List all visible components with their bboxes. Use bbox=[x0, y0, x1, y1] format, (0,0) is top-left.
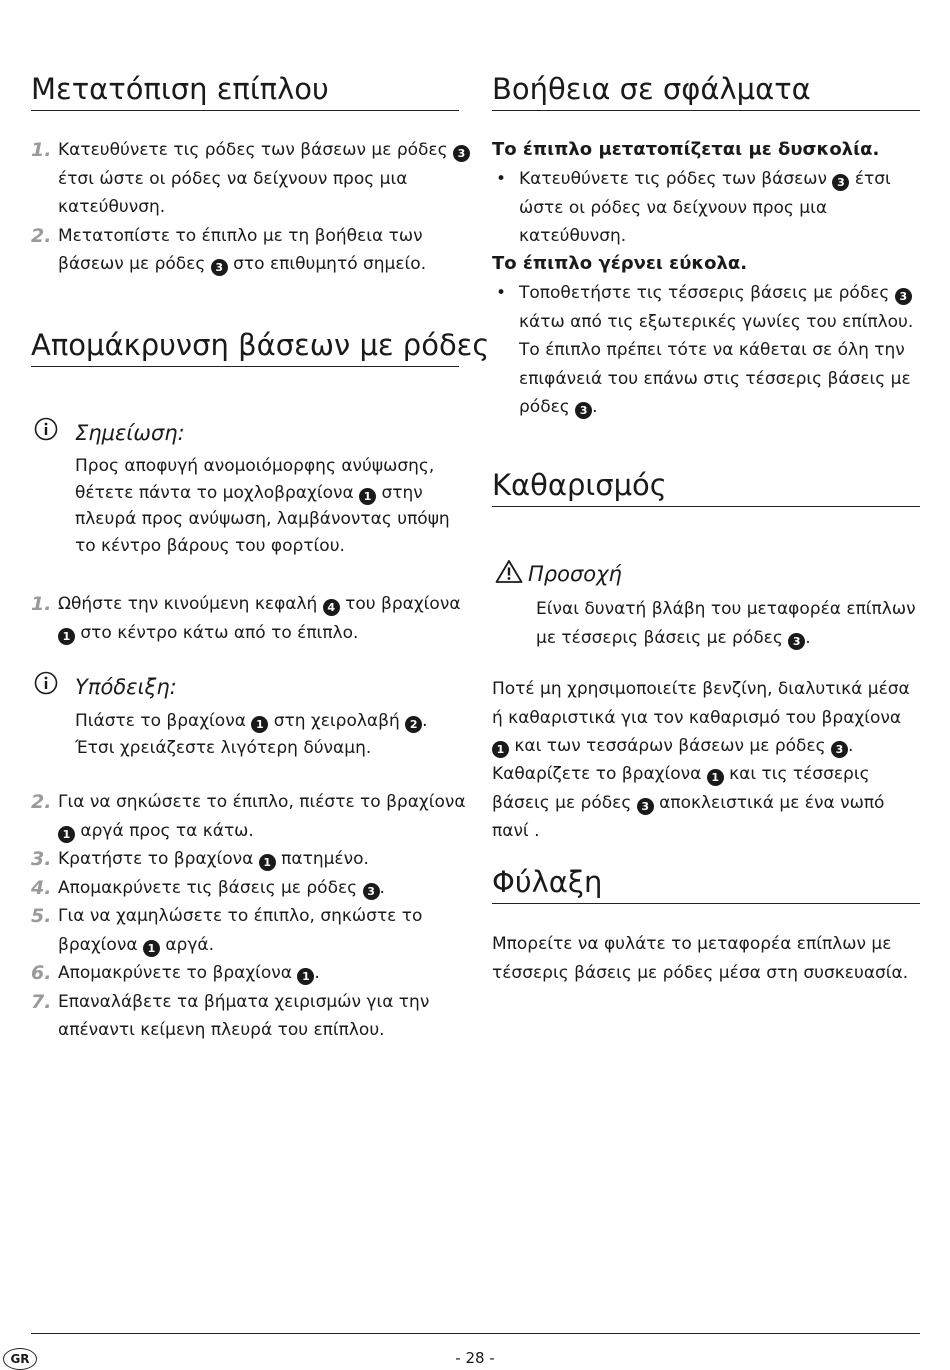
page-number: - 28 - bbox=[455, 1349, 495, 1367]
step-number: 3. bbox=[31, 848, 52, 870]
part-reference-badge: 3 bbox=[832, 174, 849, 191]
problem-title-tips-over: Το έπιπλο γέρνει εύκολα. bbox=[492, 253, 748, 274]
step-text: Κατευθύνετε τις ρόδες των βάσεων με ρόδες 3 έτσι ώστε οι ρόδες να δείχνουν προς μια κατεύθυνση. bbox=[58, 140, 470, 217]
part-reference-badge: 1 bbox=[58, 826, 75, 843]
step-number: 5. bbox=[31, 905, 52, 927]
problem-solution-tips-over bbox=[492, 279, 939, 422]
remove-steps-list-a bbox=[31, 590, 471, 647]
step-item bbox=[31, 902, 471, 959]
step-text: Για να σηκώσετε το έπιπλο, πιέστε το βραχίονα 1 αργά προς τα κάτω. bbox=[58, 792, 466, 841]
country-badge: GR bbox=[3, 1348, 37, 1370]
step-number: 2. bbox=[31, 791, 52, 813]
section-heading-storage: Φύλαξη bbox=[492, 865, 920, 904]
step-number: 2. bbox=[31, 224, 52, 247]
footer-divider bbox=[31, 1333, 920, 1334]
problem-title-hard-to-move: Το έπιπλο μετατοπίζεται με δυσκολία. bbox=[492, 139, 880, 160]
hint-text: Πιάστε το βραχίονα 1 στη χειρολαβή 2 . Έτσι χρειάζεστε λιγότερη δύναμη. bbox=[75, 711, 428, 758]
step-text: Μετατοπίστε το έπιπλο με τη βοήθεια των βάσεων με ρόδες 3 στο επιθυμητό σημείο. bbox=[58, 225, 427, 274]
part-reference-badge: 1 bbox=[259, 854, 276, 871]
section-heading-troubleshooting: Βοήθεια σε σφάλματα bbox=[492, 72, 920, 111]
step-number: 1. bbox=[31, 139, 52, 161]
part-reference-badge: 1 bbox=[359, 488, 376, 505]
section-heading-remove-bases: Απομάκρυνση βάσεων με ρόδες bbox=[31, 328, 459, 367]
part-reference-badge: 1 bbox=[58, 628, 75, 645]
step-text: Επαναλάβετε τα βήματα χειρισμών για την απέναντι κείμενη πλευρά του επίπλου. bbox=[58, 991, 430, 1040]
step-item bbox=[31, 136, 471, 222]
step-text: Για να χαμηλώσετε το έπιπλο, σηκώστε το βραχίονα 1 αργά. bbox=[58, 906, 423, 955]
step-item bbox=[31, 845, 471, 874]
hint-title: Υπόδειξη: bbox=[75, 675, 177, 699]
caution-title: Προσοχή bbox=[528, 562, 622, 586]
part-reference-badge: 4 bbox=[323, 599, 340, 616]
part-reference-badge: 3 bbox=[453, 145, 470, 162]
part-reference-badge: 3 bbox=[363, 883, 380, 900]
step-text: Απομακρύνετε τις βάσεις με ρόδες 3 . bbox=[58, 877, 385, 898]
step-item bbox=[31, 988, 471, 1045]
step-item bbox=[31, 590, 471, 647]
note-title: Σημείωση: bbox=[75, 421, 185, 445]
part-reference-badge: 1 bbox=[143, 940, 160, 957]
cleaning-text-1: Ποτέ μη χρησιμοποιείτε βενζίνη, διαλυτικά μέσα ή καθαριστικά για τον καθαρισμό του βραχίονα 1 και των τεσσάρων βάσεων με ρόδες 3 . bbox=[492, 679, 910, 756]
step-text: Ωθήστε την κινούμενη κεφαλή 4 του βραχίονα 1 στο κέντρο κάτω από το έπιπλο. bbox=[58, 594, 461, 643]
part-reference-badge: 1 bbox=[297, 968, 314, 985]
part-reference-badge: 2 bbox=[405, 716, 422, 733]
problem-solution-hard-to-move bbox=[492, 165, 939, 251]
caution-text: Είναι δυνατή βλάβη του μεταφορέα επίπλων με τέσσερις βάσεις με ρόδες 3 . bbox=[536, 599, 916, 648]
cleaning-text-2: Καθαρίζετε το βραχίονα 1 και τις τέσσερις βάσεις με ρόδες 3 αποκλειστικά με ένα νωπό πανί . bbox=[492, 764, 885, 841]
part-reference-badge: 1 bbox=[492, 741, 509, 758]
step-number: 6. bbox=[31, 962, 52, 984]
step-item bbox=[31, 874, 471, 903]
part-reference-badge: 3 bbox=[788, 633, 805, 650]
step-item bbox=[31, 788, 471, 845]
part-reference-badge: 3 bbox=[211, 259, 228, 276]
step-text: Απομακρύνετε το βραχίονα 1 . bbox=[58, 963, 320, 983]
step-number: 4. bbox=[31, 876, 52, 899]
step-item bbox=[31, 959, 471, 988]
step-number: 7. bbox=[31, 990, 52, 1013]
section-heading-move-furniture: Μετατόπιση επίπλου bbox=[31, 72, 459, 111]
remove-steps-list-b bbox=[31, 788, 471, 1045]
note-text: Προς αποφυγή ανομοιόμορφης ανύψωσης, θέτετε πάντα το μοχλοβραχίονα 1 στην πλευρά προς ανύψωση, λαμβάνοντας υπόψη το κέντρο βάρους του φορτίου. bbox=[75, 456, 450, 556]
part-reference-badge: 1 bbox=[251, 716, 268, 733]
step-item bbox=[31, 222, 471, 279]
bullet-icon: • bbox=[496, 169, 507, 189]
part-reference-badge: 3 bbox=[831, 741, 848, 758]
part-reference-badge: 1 bbox=[707, 769, 724, 786]
part-reference-badge: 3 bbox=[637, 798, 654, 815]
bullet-icon: • bbox=[496, 283, 507, 303]
bullet-text: Τοποθετήστε τις τέσσερις βάσεις με ρόδες 3 κάτω από τις εξωτερικές γωνίες του επίπλου. Το έπιπλο πρέπει τότε να κάθεται σε όλη την επιφάνειά του επάνω στις τέσσερις βάσεις με ρόδες 3 . bbox=[519, 283, 914, 417]
part-reference-badge: 3 bbox=[895, 288, 912, 305]
move-steps-list bbox=[31, 136, 471, 279]
step-text: Κρατήστε το βραχίονα 1 πατημένο. bbox=[58, 849, 369, 869]
bullet-text: Κατευθύνετε τις ρόδες των βάσεων 3 έτσι ώστε οι ρόδες να δείχνουν προς μια κατεύθυνση. bbox=[519, 169, 891, 246]
step-number: 1. bbox=[31, 593, 52, 615]
section-heading-cleaning: Καθαρισμός bbox=[492, 468, 920, 507]
warning-icon bbox=[495, 559, 523, 584]
storage-text: Μπορείτε να φυλάτε το μεταφορέα επίπλων με τέσσερις βάσεις με ρόδες μέσα στη συσκευασία. bbox=[492, 934, 909, 983]
part-reference-badge: 3 bbox=[575, 402, 592, 419]
info-icon bbox=[34, 671, 58, 695]
info-icon bbox=[34, 417, 58, 441]
